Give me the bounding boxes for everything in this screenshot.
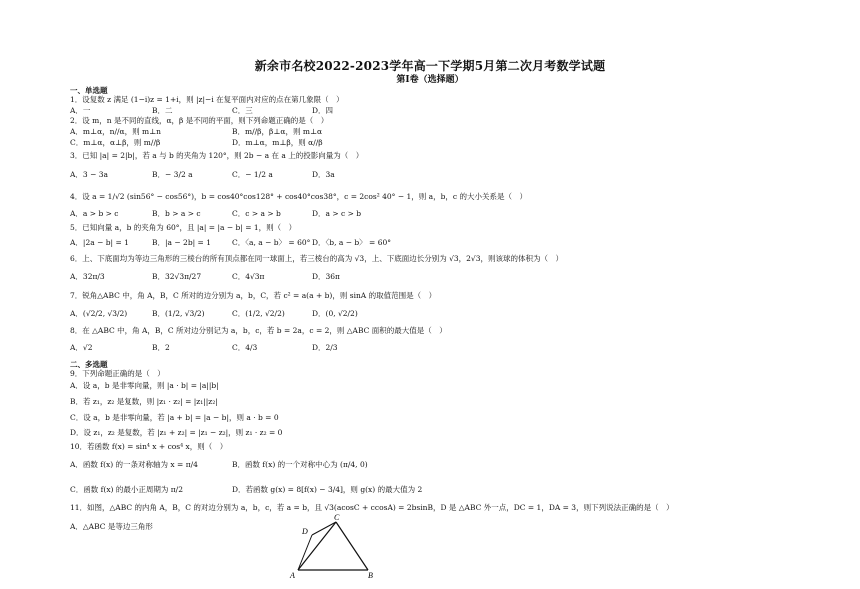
question-10-option-c: C．函数 f(x) 的最小正周期为 π/2 <box>70 485 183 494</box>
question-10-option-b: B．函数 f(x) 的一个对称中心为 (π/4, 0) <box>232 460 368 469</box>
question-11-stem: 11．如图，△ABC 的内角 A，B，C 的对边分别为 a，b，c，若 a = b，且 √3(acosC + ccosA) = 2bsinB，D 是 △ABC 外一点，DC = 1，DA = 3，则下列说法正确的是（ ） <box>70 503 674 512</box>
question-7-option-a: A．(√2/2, √3/2) <box>70 309 128 318</box>
question-3-option-c: C．− 1/2 a <box>232 170 273 179</box>
side-bc <box>336 522 368 570</box>
question-2-option-b: B．m//β，β⊥α，则 m⊥α <box>232 127 323 136</box>
question-6-stem: 6．上、下底面均为等边三角形的三棱台的所有顶点都在同一球面上，若三棱台的高为 √3，上、下底面边长分别为 √3，2√3，则该球的体积为（ ） <box>70 254 563 263</box>
question-9-option-c: C．设 a，b 是非零向量，若 |a + b| = |a − b|，则 a · b = 0 <box>70 413 279 422</box>
question-10-stem: 10．若函数 f(x) = sin⁴ x + cos⁴ x，则（ ） <box>70 442 228 451</box>
question-4-option-b: B．b > a > c <box>152 209 201 218</box>
question-9-stem: 9．下列命题正确的是（ ） <box>70 369 165 378</box>
question-10-option-a: A．函数 f(x) 的一条对称轴为 x = π/4 <box>70 460 198 469</box>
question-7-stem: 7．锐角△ABC 中，角 A，B，C 所对的边分别为 a，b，C，若 c² = a(a + b)，则 sinA 的取值范围是（ ） <box>70 291 437 300</box>
exam-subtitle: 第I卷（选择题） <box>396 75 464 85</box>
question-8-stem: 8．在 △ABC 中，角 A，B，C 所对边分别记为 a，b，c，若 b = 2a，c = 2，则 △ABC 面积的最大值是（ ） <box>70 326 447 335</box>
question-2-option-d: D．m⊥α，m⊥β，则 α//β <box>232 138 323 147</box>
question-3-stem: 3．已知 |a| = 2|b|，若 a 与 b 的夹角为 120°，则 2b − a 在 a 上的投影向量为（ ） <box>70 151 364 160</box>
vertex-a-label: A <box>290 571 295 580</box>
question-9-option-d: D．设 z₁，z₂ 是复数，若 |z₁ + z₂| = |z₁ − z₂|，则 z₁ · z₂ = 0 <box>70 428 283 437</box>
vertex-c-label: C <box>334 513 340 522</box>
question-7-option-c: C．(1/2, √2/2) <box>232 309 285 318</box>
exam-title: 新余市名校2022-2023学年高一下学期5月第二次月考数学试题 <box>254 59 606 73</box>
question-6-option-c: C．4√3π <box>232 272 265 281</box>
question-1-option-c: C．三 <box>232 106 253 115</box>
question-5-option-a: A．|2a − b| = 1 <box>70 238 129 247</box>
question-6-option-b: B．32√3π/27 <box>152 272 202 281</box>
question-2-option-c: C．m⊥α，α⊥β，则 m//β <box>70 138 161 147</box>
question-6-option-d: D．36π <box>312 272 340 281</box>
question-7-option-d: D．(0, √2/2) <box>312 309 358 318</box>
question-10-option-d: D．若函数 g(x) = 8[f(x) − 3/4]，则 g(x) 的最大值为 2 <box>232 485 423 494</box>
question-8-option-a: A．√2 <box>70 343 93 352</box>
question-5-stem: 5．已知向量 a，b 的夹角为 60°，且 |a| = |a − b| = 1，则（ ） <box>70 223 297 232</box>
question-8-option-d: D．2/3 <box>312 343 338 352</box>
question-1-option-a: A．一 <box>70 106 91 115</box>
question-1-option-b: B．二 <box>152 106 173 115</box>
question-5-option-d: D．〈b, a − b〉 = 60° <box>312 238 392 247</box>
question-3-option-d: D．3a <box>312 170 335 179</box>
question-4-stem: 4．设 a = 1/√2 (sin56° − cos56°)，b = cos40°cos128° + cos40°cos38°，c = 2cos² 40° − 1，则 a，b，c 的大小关系是（ ） <box>70 192 527 201</box>
question-5-option-b: B．|a − 2b| = 1 <box>152 238 211 247</box>
side-ad <box>298 535 312 570</box>
question-4-option-a: A．a > b > c <box>70 209 119 218</box>
section-single-choice: 一、单选题 <box>70 86 108 95</box>
question-2-stem: 2．设 m，n 是不同的直线，α，β 是不同的平面，则下列命题正确的是（ ） <box>70 116 329 125</box>
vertex-d-label: D <box>302 527 308 536</box>
triangle-figure <box>288 512 378 582</box>
question-3-option-b: B．− 3/2 a <box>152 170 193 179</box>
question-3-option-a: A．3 − 3a <box>70 170 108 179</box>
question-11-option-a: A．△ABC 是等边三角形 <box>70 522 153 531</box>
question-7-option-b: B．(1/2, √3/2) <box>152 309 205 318</box>
question-5-option-c: C．〈a, a − b〉 = 60° <box>232 238 311 247</box>
section-multiple-choice: 二、多选题 <box>70 360 108 369</box>
question-8-option-b: B．2 <box>152 343 170 352</box>
question-1-stem: 1．设复数 z 满足 (1−i)z = 1+i，则 |z|−i 在复平面内对应的点在第几象限（ ） <box>70 95 344 104</box>
question-6-option-a: A．32π/3 <box>70 272 105 281</box>
vertex-b-label: B <box>368 571 373 580</box>
question-1-option-d: D．四 <box>312 106 334 115</box>
question-8-option-c: C．4/3 <box>232 343 258 352</box>
question-4-option-c: C．c > a > b <box>232 209 281 218</box>
question-9-option-b: B．若 z₁，z₂ 是复数，则 |z₁ · z₂| = |z₁||z₂| <box>70 397 218 406</box>
question-9-option-a: A．设 a，b 是非零向量，则 |a · b| = |a||b| <box>70 381 219 390</box>
side-dc <box>312 522 336 535</box>
question-2-option-a: A．m⊥α，n//α，则 m⊥n <box>70 127 161 136</box>
question-4-option-d: D．a > c > b <box>312 209 362 218</box>
